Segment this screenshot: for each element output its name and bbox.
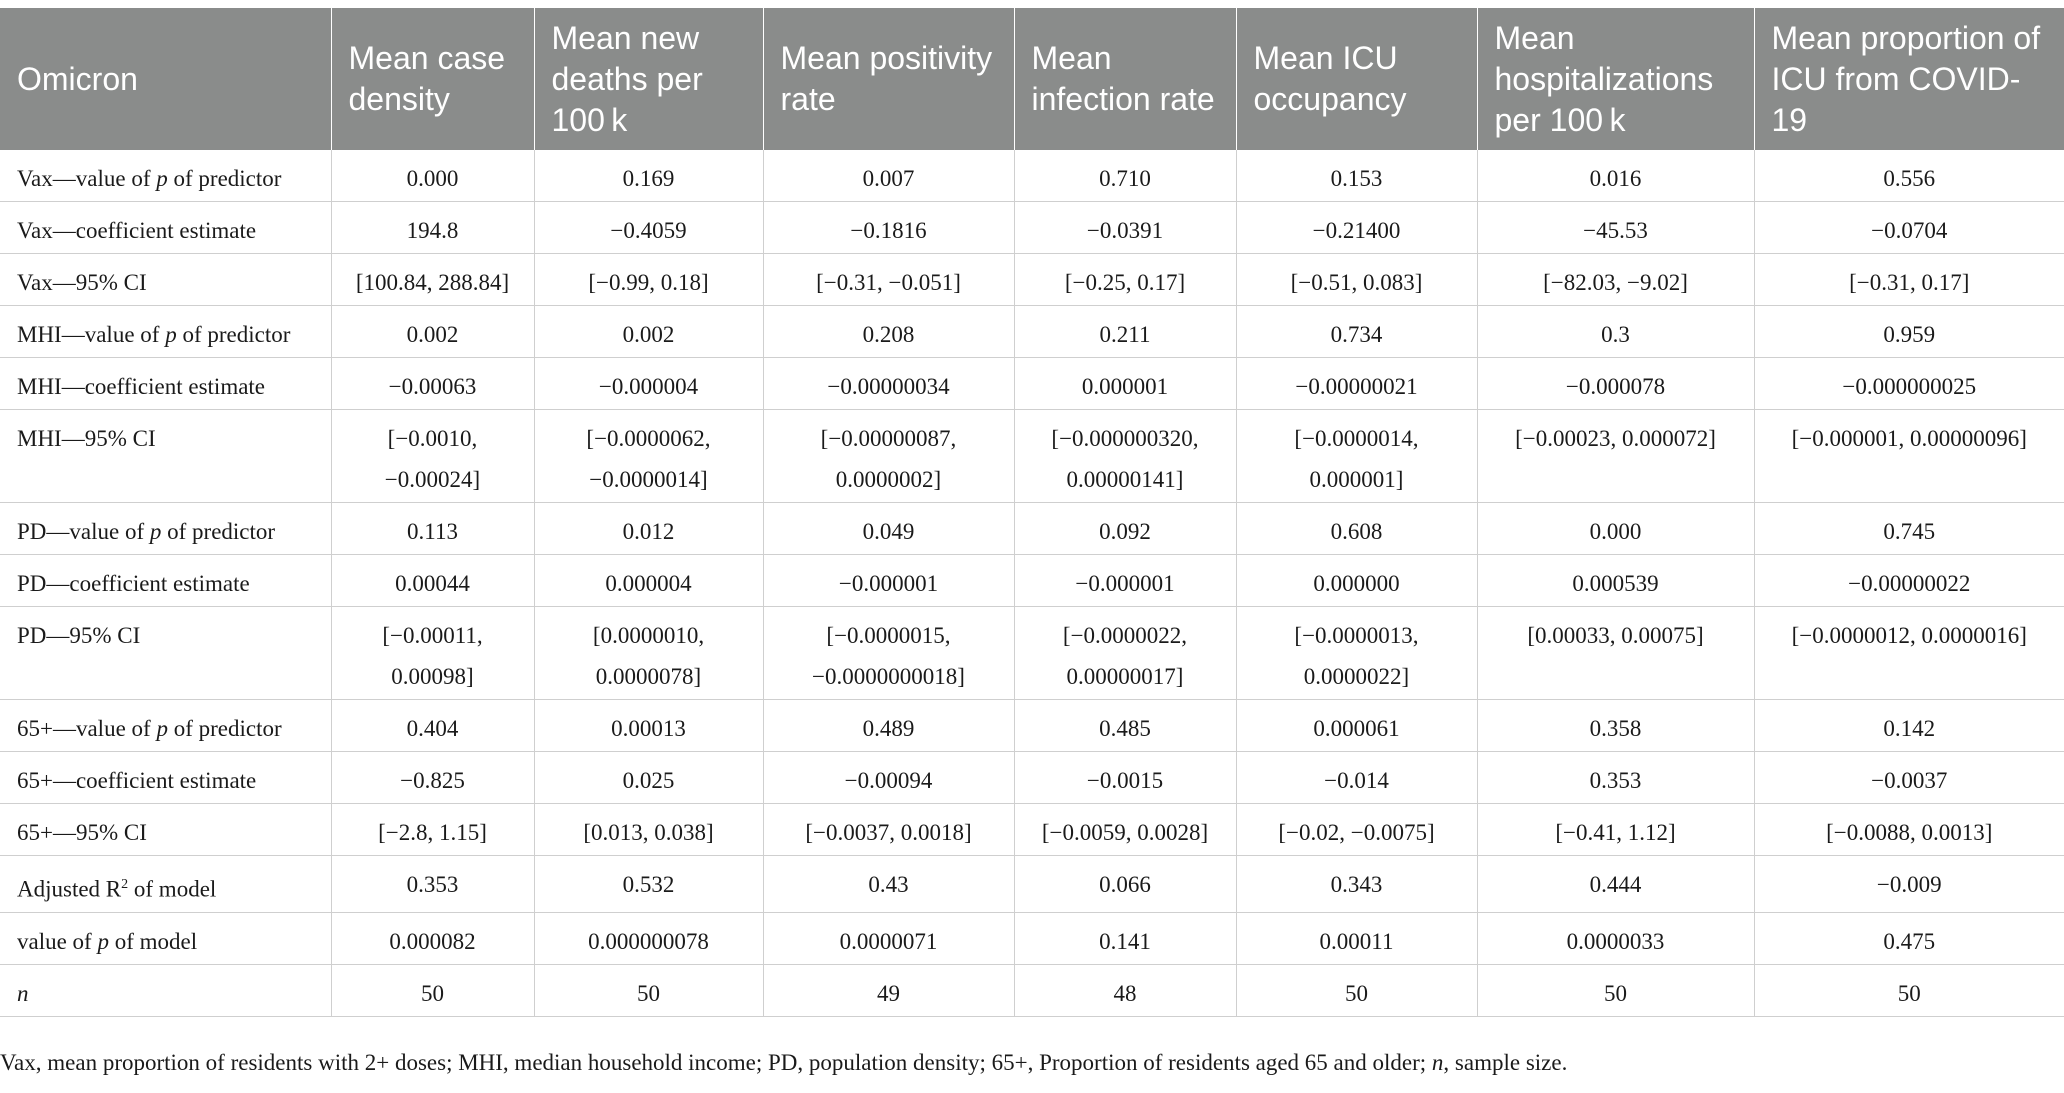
row-label	[0, 752, 331, 804]
table-cell: −0.00063	[331, 358, 534, 410]
row-label-italic: p	[156, 166, 168, 191]
table-cell: [−0.0088, 0.0013]	[1754, 804, 2064, 856]
table-cell: [0.013, 0.038]	[534, 804, 763, 856]
table-body	[0, 150, 2064, 1016]
table-cell: −0.00000034	[763, 358, 1014, 410]
table-cell: [100.84, 288.84]	[331, 254, 534, 306]
table-cell	[763, 410, 1014, 503]
cell-line: 0.000001]	[1309, 467, 1404, 492]
table-cell: 0.0000071	[763, 912, 1014, 964]
table-cell: −0.21400	[1236, 202, 1477, 254]
table-cell: −0.00000022	[1754, 555, 2064, 607]
table-cell: 50	[1477, 964, 1754, 1016]
table-cell: 0.00044	[331, 555, 534, 607]
row-label	[0, 202, 331, 254]
table-row	[0, 555, 2064, 607]
cell-line: [0.00033, 0.00075]	[1527, 623, 1704, 648]
row-label-text-end: of predictor	[167, 716, 282, 741]
table-row	[0, 503, 2064, 555]
table-cell: −45.53	[1477, 202, 1754, 254]
table-cell: 0.475	[1754, 912, 2064, 964]
table-cell: 50	[1236, 964, 1477, 1016]
table-cell: [−0.0037, 0.0018]	[763, 804, 1014, 856]
table-cell: 0.43	[763, 856, 1014, 913]
table-row	[0, 752, 2064, 804]
table-row	[0, 358, 2064, 410]
table-cell: [−0.25, 0.17]	[1014, 254, 1236, 306]
footnote-text-end: , sample size.	[1443, 1050, 1568, 1075]
table-cell	[1477, 607, 1754, 700]
row-label-text: Vax—95% CI	[17, 270, 147, 295]
cell-line: [0.0000010,	[592, 623, 705, 648]
row-label-text: Vax—coefficient estimate	[17, 218, 257, 243]
table-header	[0, 8, 2064, 150]
row-label-superscript: 2	[121, 877, 129, 892]
omicron-regression-table-container	[0, 8, 2064, 1017]
table-cell: 0.3	[1477, 306, 1754, 358]
row-label-text-end: of predictor	[167, 166, 282, 191]
row-label-italic: p	[156, 716, 168, 741]
column-header: Mean positivity rate	[763, 8, 1014, 150]
cell-line: −0.00024]	[384, 467, 481, 492]
table-cell: 0.556	[1754, 150, 2064, 202]
table-cell	[1754, 410, 2064, 503]
row-label	[0, 503, 331, 555]
table-row	[0, 410, 2064, 503]
cell-line: [−0.00011,	[382, 623, 483, 648]
column-header: Mean proportion of ICU from COVID-19	[1754, 8, 2064, 150]
row-label	[0, 856, 331, 913]
table-row	[0, 856, 2064, 913]
table-cell: −0.000001	[1014, 555, 1236, 607]
table-cell: 0.092	[1014, 503, 1236, 555]
table-cell: 0.141	[1014, 912, 1236, 964]
table-cell: −0.1816	[763, 202, 1014, 254]
table-cell: [−82.03, −9.02]	[1477, 254, 1754, 306]
table-cell: 0.000001	[1014, 358, 1236, 410]
table-cell: −0.0015	[1014, 752, 1236, 804]
table-cell: −0.0391	[1014, 202, 1236, 254]
table-row	[0, 912, 2064, 964]
table-cell: −0.0704	[1754, 202, 2064, 254]
table-cell: 0.000539	[1477, 555, 1754, 607]
table-row	[0, 700, 2064, 752]
header-row	[0, 8, 2064, 150]
cell-line: [−0.0010,	[387, 426, 478, 451]
table-cell	[763, 607, 1014, 700]
table-cell: 0.353	[1477, 752, 1754, 804]
row-label-italic: p	[165, 322, 177, 347]
table-cell: [−0.31, 0.17]	[1754, 254, 2064, 306]
table-cell: 0.000082	[331, 912, 534, 964]
table-row	[0, 254, 2064, 306]
column-header: Mean new deaths per 100 k	[534, 8, 763, 150]
row-label-text: MHI—coefficient estimate	[17, 374, 266, 399]
table-cell: −0.000078	[1477, 358, 1754, 410]
table-cell: 0.710	[1014, 150, 1236, 202]
table-cell: 0.000000	[1236, 555, 1477, 607]
table-cell: 0.016	[1477, 150, 1754, 202]
column-header: Mean infection rate	[1014, 8, 1236, 150]
table-cell: 0.00013	[534, 700, 763, 752]
table-row	[0, 804, 2064, 856]
table-cell: 0.002	[534, 306, 763, 358]
table-cell: 50	[331, 964, 534, 1016]
table-cell: 0.211	[1014, 306, 1236, 358]
table-cell: [−2.8, 1.15]	[331, 804, 534, 856]
table-cell: 0.208	[763, 306, 1014, 358]
table-cell: −0.0037	[1754, 752, 2064, 804]
table-cell: 0.608	[1236, 503, 1477, 555]
row-label-italic: p	[149, 519, 162, 544]
cell-line: [−0.0000014,	[1294, 426, 1419, 451]
table-cell: [−0.0059, 0.0028]	[1014, 804, 1236, 856]
table-cell: 0.025	[534, 752, 763, 804]
table-cell: −0.014	[1236, 752, 1477, 804]
table-cell	[534, 607, 763, 700]
table-cell: 0.959	[1754, 306, 2064, 358]
table-cell: 0.000000078	[534, 912, 763, 964]
table-cell: 0.00011	[1236, 912, 1477, 964]
table-cell: [−0.99, 0.18]	[534, 254, 763, 306]
table-cell: 50	[1754, 964, 2064, 1016]
table-cell: −0.000001	[763, 555, 1014, 607]
table-cell: 0.000	[1477, 503, 1754, 555]
table-cell: 0.532	[534, 856, 763, 913]
row-label-text: MHI—value of	[17, 322, 166, 347]
table-row	[0, 202, 2064, 254]
table-cell: 0.0000033	[1477, 912, 1754, 964]
header-omicron: Omicron	[0, 8, 331, 150]
table-cell	[534, 410, 763, 503]
cell-line: 0.0000002]	[835, 467, 942, 492]
table-cell: 0.113	[331, 503, 534, 555]
table-cell: 0.343	[1236, 856, 1477, 913]
table-cell: −0.000000025	[1754, 358, 2064, 410]
table-cell: 0.000004	[534, 555, 763, 607]
cell-line: 0.0000022]	[1303, 664, 1410, 689]
cell-line: 0.0000078]	[595, 664, 702, 689]
row-label	[0, 306, 331, 358]
table-cell: [−0.51, 0.083]	[1236, 254, 1477, 306]
table-cell	[1754, 607, 2064, 700]
table-row	[0, 607, 2064, 700]
table-cell: 194.8	[331, 202, 534, 254]
table-cell: 0.353	[331, 856, 534, 913]
table-cell: 0.007	[763, 150, 1014, 202]
cell-line: [−0.000000320,	[1051, 426, 1199, 451]
row-label-text-end: of predictor	[176, 322, 291, 347]
row-label-text: PD—coefficient estimate	[17, 571, 250, 596]
cell-line: 0.00000141]	[1066, 467, 1184, 492]
row-label	[0, 607, 331, 700]
table-cell	[1014, 410, 1236, 503]
table-cell: −0.00094	[763, 752, 1014, 804]
row-label	[0, 358, 331, 410]
cell-line: [−0.00023, 0.000072]	[1515, 426, 1716, 451]
table-cell: 0.485	[1014, 700, 1236, 752]
table-cell	[331, 607, 534, 700]
table-cell: 0.358	[1477, 700, 1754, 752]
footnote-text: Vax, mean proportion of residents with 2+ doses; MHI, median household income; PD, population density; 65+, Proportion of residents aged 65 and older;	[0, 1050, 1432, 1075]
table-cell	[331, 410, 534, 503]
table-cell: 50	[534, 964, 763, 1016]
row-label-text-end: of model	[108, 928, 198, 954]
row-label-italic: n	[17, 980, 29, 1006]
table-cell: −0.00000021	[1236, 358, 1477, 410]
row-label-text-end: of model	[128, 876, 217, 902]
table-cell: [−0.02, −0.0075]	[1236, 804, 1477, 856]
table-cell: 0.734	[1236, 306, 1477, 358]
table-cell: 0.444	[1477, 856, 1754, 913]
table-cell	[1477, 410, 1754, 503]
row-label-italic: p	[97, 928, 109, 954]
table-cell: 48	[1014, 964, 1236, 1016]
row-label	[0, 555, 331, 607]
table-cell	[1014, 607, 1236, 700]
table-cell: 0.745	[1754, 503, 2064, 555]
table-cell: −0.000004	[534, 358, 763, 410]
table-cell: 0.002	[331, 306, 534, 358]
cell-line: [−0.0000022,	[1062, 623, 1188, 648]
footnote-n: n	[1431, 1050, 1444, 1075]
table-cell: 0.169	[534, 150, 763, 202]
cell-line: −0.0000000018]	[812, 664, 965, 689]
table-row	[0, 150, 2064, 202]
table-cell	[1236, 607, 1477, 700]
omicron-regression-table	[0, 8, 2064, 1017]
column-header: Mean ICU occupancy	[1236, 8, 1477, 150]
table-cell: 0.012	[534, 503, 763, 555]
cell-line: [−0.00000087,	[820, 426, 957, 451]
table-cell: 0.153	[1236, 150, 1477, 202]
table-footnote	[0, 1048, 2064, 1078]
row-label-text: 65+—value of	[17, 716, 157, 741]
table-row	[0, 964, 2064, 1016]
row-label-text: Vax—value of	[17, 166, 157, 191]
row-label-text: PD—95% CI	[17, 623, 141, 648]
cell-line: 0.00000017]	[1066, 664, 1184, 689]
row-label	[0, 700, 331, 752]
row-label	[0, 804, 331, 856]
cell-line: [−0.0000013,	[1294, 623, 1419, 648]
table-cell: 0.489	[763, 700, 1014, 752]
row-label-text: 65+—95% CI	[17, 820, 147, 845]
cell-line: [−0.000001, 0.00000096]	[1791, 426, 2027, 451]
cell-line: [−0.0000015,	[826, 623, 951, 648]
row-label	[0, 912, 331, 964]
table-row	[0, 306, 2064, 358]
table-cell: [−0.41, 1.12]	[1477, 804, 1754, 856]
table-cell: 0.049	[763, 503, 1014, 555]
row-label-text: Adjusted R	[17, 876, 122, 902]
row-label-text-end: of predictor	[161, 519, 276, 544]
cell-line: [−0.0000062,	[586, 426, 711, 451]
table-cell: 0.000	[331, 150, 534, 202]
table-cell: 0.142	[1754, 700, 2064, 752]
table-cell: [−0.31, −0.051]	[763, 254, 1014, 306]
table-cell: −0.825	[331, 752, 534, 804]
cell-line: 0.00098]	[391, 664, 474, 689]
cell-line: [−0.0000012, 0.0000016]	[1791, 623, 2027, 648]
column-header: Mean case density	[331, 8, 534, 150]
table-cell: −0.009	[1754, 856, 2064, 913]
row-label-text: value of	[17, 928, 98, 954]
table-cell: 0.404	[331, 700, 534, 752]
row-label-text: PD—value of	[17, 519, 150, 544]
table-cell: −0.4059	[534, 202, 763, 254]
row-label-text: 65+—coefficient estimate	[17, 768, 257, 793]
row-label	[0, 410, 331, 503]
column-header: Mean hospitalizations per 100 k	[1477, 8, 1754, 150]
row-label	[0, 150, 331, 202]
row-label-text: MHI—95% CI	[17, 426, 156, 451]
row-label	[0, 964, 331, 1016]
table-cell: 0.000061	[1236, 700, 1477, 752]
table-cell: 0.066	[1014, 856, 1236, 913]
cell-line: −0.0000014]	[589, 467, 708, 492]
table-cell: 49	[763, 964, 1014, 1016]
table-cell	[1236, 410, 1477, 503]
row-label	[0, 254, 331, 306]
